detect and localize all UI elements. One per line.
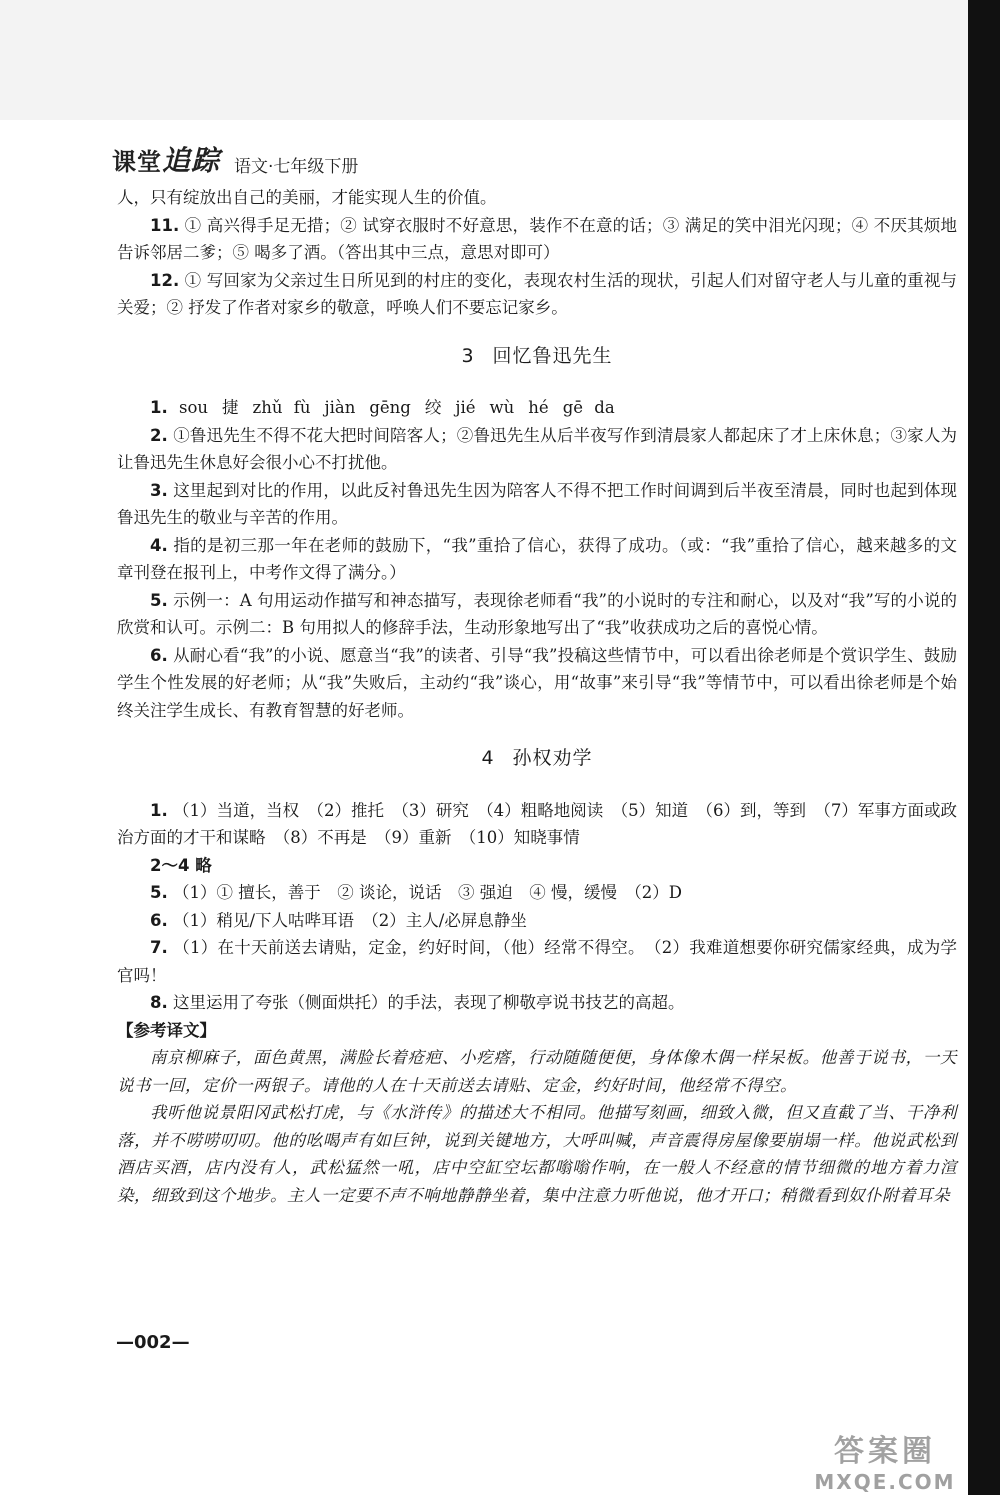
answer-item [117, 587, 957, 642]
section-number: 4 [481, 747, 495, 769]
item-text: ①鲁迅先生不得不花大把时间陪客人；②鲁迅先生从后半夜写作到清晨家人都起床了才上床休息；③家人为让鲁迅先生休息好会很小心不打扰他。 [117, 425, 958, 472]
item-number: 1. [150, 800, 168, 820]
page-content [117, 184, 957, 1209]
item-text: （1）在十天前送去请贴，定金，约好时间，（他）经常不得空。 （2）我难道想要你研究儒家经典，成为学官吗！ [117, 938, 957, 985]
pinyin-syllable: 捷 [222, 398, 239, 417]
watermark-url: MXQE.COM [814, 1470, 956, 1494]
translation-paragraph: 我听他说景阳冈武松打虎，与《水浒传》的描述大不相同。他描写刻画，细致入微，但又直截了当、干净利落，并不唠唠叨叨。他的吆喝声有如巨钟，说到关键地方，大呼叫喊，声音震得房屋像要崩塌一样。他说武松到酒店买酒，店内没有人，武松猛然一吼，店中空缸空坛都嗡嗡作响，在一般人不经意的情节细微的地方着力渲染，细致到这个地步。主人一定要不声不响地静静坐着，集中注意力听他说，他才开口；稍微看到奴仆附着耳朵 [117, 1103, 957, 1205]
section-title-3 [117, 343, 957, 371]
section-number: 3 [461, 344, 475, 367]
item-text: 示例一：A 句用运动作描写和神态描写，表现徐老师看“我”的小说时的专注和耐心，以及对“我”写的小说的欣赏和认可。示例二：B 句用拟人的修辞手法，生动形象地写出了“我”收获成功之后的喜悦心情。 [117, 590, 957, 637]
scan-top-band [0, 0, 1000, 120]
item-number: 12. [150, 270, 180, 290]
item-number: 6. [150, 910, 168, 930]
page-header [112, 143, 358, 179]
book-logo [112, 139, 220, 179]
answer-item [117, 212, 957, 267]
page-number: —002— [116, 1332, 190, 1353]
item-text: 这里运用了夸张（侧面烘托）的手法，表现了柳敬亭说书技艺的高超。 [173, 993, 685, 1012]
pinyin-syllable: wù [489, 398, 515, 417]
intro-line: 人，只有绽放出自己的美丽，才能实现人生的价值。 [117, 188, 497, 207]
item-text: ① 写回家为父亲过生日所见到的村庄的变化，表现农村生活的现状，引起人们对留守老人与儿童的重视与关爱；② 抒发了作者对家乡的敬意，呼唤人们不要忘记家乡。 [117, 270, 957, 317]
item-text: 这里起到对比的作用，以此反衬鲁迅先生因为陪客人不得不把工作时间调到后半夜至清晨，同时也起到体现鲁迅先生的敬业与辛苦的作用。 [117, 480, 958, 527]
site-watermark [800, 1428, 970, 1492]
reference-translation-heading: 【参考译文】 [117, 1020, 216, 1040]
item-number: 1. [150, 398, 168, 417]
translation-paragraph: 南京柳麻子，面色黄黑，满脸长着疮疤、小疙瘩，行动随随便便，身体像木偶一样呆板。他善于说书，一天说书一回，定价一两银子。请他的人在十天前送去请贴、定金，约好时间，他经常不得空。 [117, 1048, 957, 1095]
item-number: 5. [150, 883, 168, 902]
section-name: 回忆鲁迅先生 [492, 344, 613, 367]
pinyin-syllable: 绞 [424, 398, 442, 417]
section-title-4 [117, 745, 957, 773]
item-number: 4. [150, 535, 168, 555]
pinyin-answer [117, 394, 957, 422]
watermark-chinese: 答案圈 [834, 1434, 936, 1469]
answer-item [117, 797, 957, 852]
answer-item [117, 642, 957, 725]
answer-item [117, 477, 957, 532]
item-number: 5. [150, 590, 168, 610]
logo-text-1: 课堂 [112, 148, 162, 176]
item-text: 从耐心看“我”的小说、愿意当“我”的读者、引导“我”投稿这些情节中，可以看出徐老师是个赏识学生、鼓励学生个性发展的好老师；从“我”失败后，主动约“我”谈心，用“故事”来引导“我”等情节中，可以看出徐老师是个始终关注学生成长、有教育智慧的好老师。 [117, 645, 957, 720]
section-name: 孙权劝学 [512, 747, 593, 769]
item-text: （1）当道，当权 （2）推托 （3）研究 （4）粗略地阅读 （5）知道 （6）到，等到 （7）军事方面或政治方面的才干和谋略 （8）不再是 （9）重新 （10）知晓事情 [117, 800, 957, 847]
answer-item [117, 422, 957, 477]
header-subtitle: 语文·七年级下册 [234, 157, 359, 177]
answer-item [117, 934, 957, 989]
item-number: 3. [150, 480, 168, 500]
pinyin-syllable: zhǔ fù [252, 398, 311, 417]
item-text: 指的是初三那一年在老师的鼓励下，“我”重拾了信心，获得了成功。（或：“我”重拾了信心，越来越多的文章刊登在报刊上，中考作文得了满分。） [117, 535, 957, 582]
answer-item-skipped: 2～4 略 [150, 855, 212, 875]
item-text: ① 高兴得手足无措；② 试穿衣服时不好意思，装作不在意的话；③ 满足的笑中泪光闪现；④ 不厌其烦地告诉邻居二爹；⑤ 喝多了酒。（答出其中三点，意思对即可） [117, 215, 957, 262]
answer-item [117, 879, 957, 907]
item-text: （1）稍见/下人咕哔耳语 （2）主人/必屏息静坐 [173, 910, 527, 930]
item-number: 8. [150, 993, 168, 1012]
pinyin-syllable: jié [455, 398, 476, 417]
scan-edge-bar [968, 0, 1000, 1495]
answer-item [117, 267, 957, 322]
item-number: 2. [150, 425, 168, 445]
pinyin-syllable: gē da [562, 398, 615, 417]
item-number: 6. [150, 645, 168, 665]
answer-item [117, 532, 957, 587]
item-number: 7. [150, 938, 168, 957]
pinyin-syllable: sou [179, 398, 209, 417]
pinyin-syllable: hé [528, 398, 549, 417]
answer-item [117, 989, 957, 1017]
pinyin-syllable: gēng [369, 398, 411, 417]
item-number: 11. [150, 215, 180, 235]
item-text: （1）① 擅长，善于 ② 谈论，说话 ③ 强迫 ④ 慢，缓慢 （2）D [173, 883, 682, 902]
pinyin-syllable: jiàn [324, 398, 356, 417]
logo-text-2: 追踪 [162, 144, 221, 177]
answer-item [117, 907, 957, 935]
